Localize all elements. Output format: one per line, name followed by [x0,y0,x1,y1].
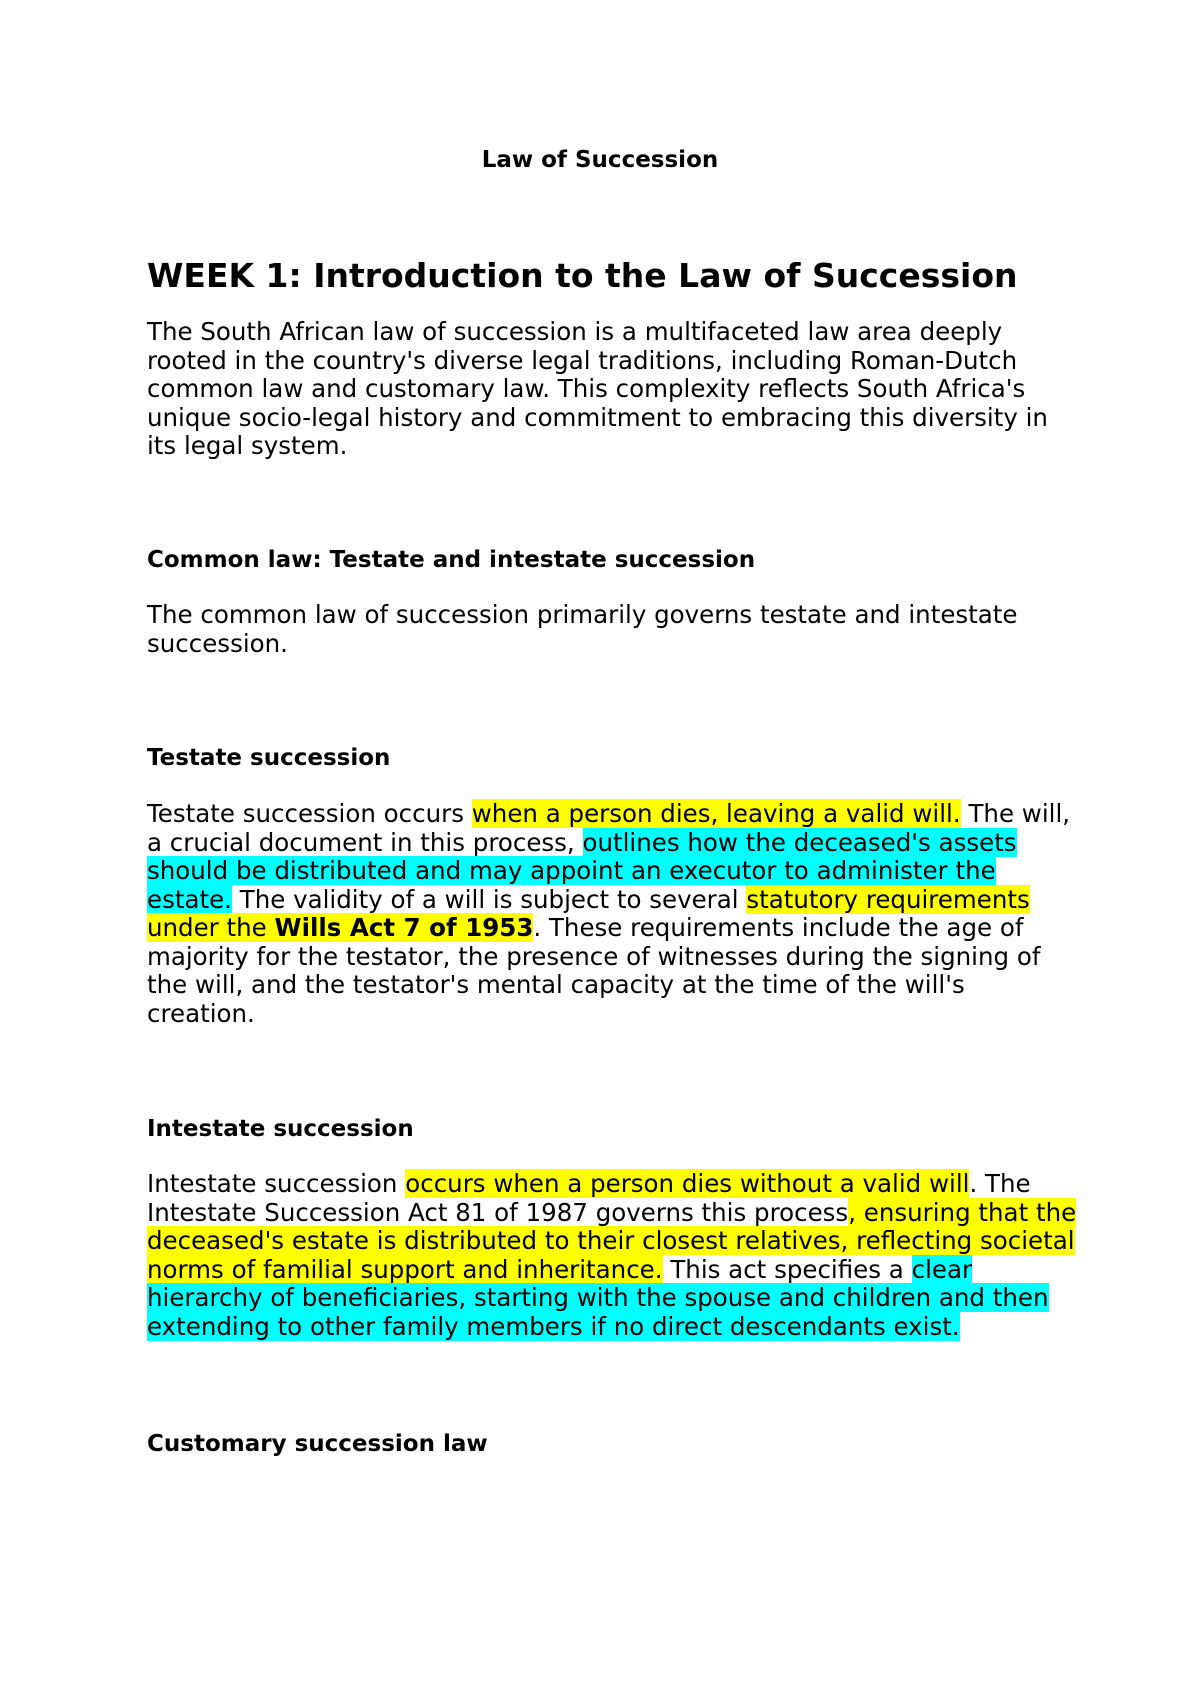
week-heading: WEEK 1: Introduction to the Law of Succession [147,256,1018,295]
intestate-text-3: This act specifies a [662,1254,912,1284]
intestate-highlight-yellow-1: occurs when a person dies without a valid will [405,1169,970,1198]
customary-heading: Customary succession law [147,1431,488,1457]
testate-heading: Testate succession [147,745,391,771]
testate-text-1: Testate succession occurs [147,799,472,828]
common-law-paragraph: The common law of succession primarily governs testate and intestate succession. [147,600,1018,658]
wills-act-reference: Wills Act 7 of 1953 [274,913,534,942]
intestate-heading: Intestate succession [147,1116,414,1142]
testate-text-4: . These requirements include the age of majority for the testator, the presence of witnesses during the signing of the will, and the testator's mental capacity at the time of the will's creation. [147,913,1041,1028]
testate-highlight-yellow-1: when a person dies, leaving a valid will. [471,799,961,828]
testate-text-2: The will, a crucial document in this process, [147,799,1071,857]
intestate-text-2: . The Intestate Succession Act 81 of 1987 governs this process [147,1169,1031,1227]
statutory-requirements-text: statutory requirements under the [147,884,1030,942]
intestate-highlight-cyan: clear hierarchy of beneficiaries, starting with the spouse and children and then extending to other family members if no direct descendants exist. [147,1254,1049,1341]
testate-highlight-cyan: outlines how the deceased's assets should be distributed and may appoint an executor to administer the estate. [147,827,1017,914]
document-title: Law of Succession [481,147,719,173]
testate-paragraph [147,800,1077,1028]
intro-paragraph: The South African law of succession is a multifaceted law area deeply rooted in the country's diverse legal traditions, including Roman-Dutch common law and customary law. This complexity reflects South Africa's unique socio-legal history and commitment to embracing this diversity in its legal system. [147,317,1048,460]
intestate-paragraph [147,1170,1077,1341]
testate-text-3: The validity of a will is subject to several [231,884,747,914]
intestate-highlight-yellow-2: , ensuring that the deceased's estate is distributed to their closest relatives, reflecting societal norms of familial support and inheritance. [147,1197,1077,1284]
intestate-text-1: Intestate succession [147,1169,406,1198]
common-law-heading: Common law: Testate and intestate succession [147,547,756,573]
